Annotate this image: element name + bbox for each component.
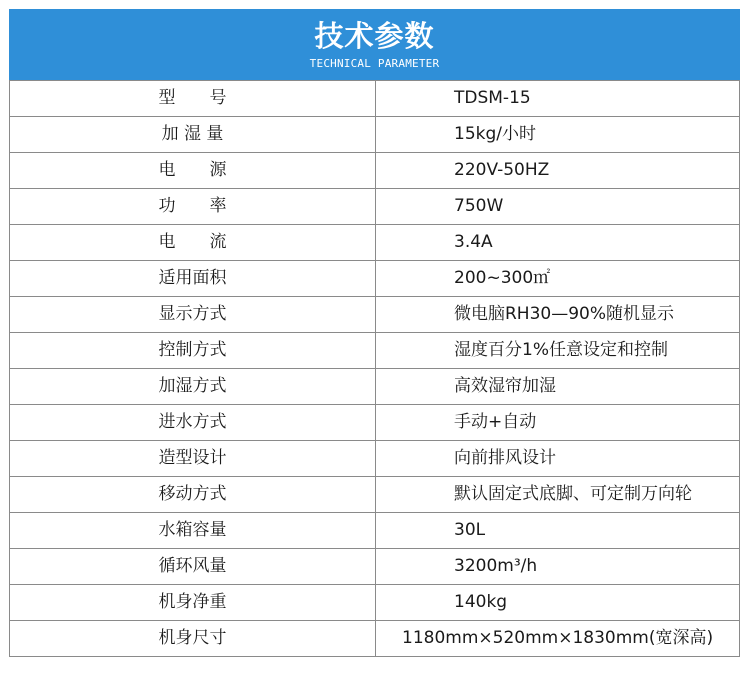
param-value: 750W <box>376 189 740 225</box>
param-label: 移动方式 <box>10 477 376 513</box>
param-value: 湿度百分1%任意设定和控制 <box>376 333 740 369</box>
param-label: 循环风量 <box>10 549 376 585</box>
header-banner <box>9 9 740 80</box>
param-label: 显示方式 <box>10 297 376 333</box>
table-row <box>10 297 740 333</box>
table-row <box>10 549 740 585</box>
param-value: 3200m³/h <box>376 549 740 585</box>
table-row <box>10 189 740 225</box>
table-row <box>10 369 740 405</box>
param-label: 机身尺寸 <box>10 621 376 657</box>
param-label: 机身净重 <box>10 585 376 621</box>
table-row <box>10 153 740 189</box>
parameter-table <box>9 80 740 657</box>
page-subtitle: TECHNICAL PARAMETER <box>309 57 440 70</box>
table-row <box>10 441 740 477</box>
param-value: 微电脑RH30—90%随机显示 <box>376 297 740 333</box>
table-row <box>10 405 740 441</box>
param-label: 进水方式 <box>10 405 376 441</box>
param-value: 1180mm×520mm×1830mm(宽深高) <box>376 621 740 657</box>
table-row <box>10 81 740 117</box>
table-row <box>10 261 740 297</box>
param-label: 水箱容量 <box>10 513 376 549</box>
param-label: 加 湿 量 <box>10 117 376 153</box>
param-value: 3.4A <box>376 225 740 261</box>
param-label: 加湿方式 <box>10 369 376 405</box>
param-value: 默认固定式底脚、可定制万向轮 <box>376 477 740 513</box>
param-label: 造型设计 <box>10 441 376 477</box>
param-value: 220V-50HZ <box>376 153 740 189</box>
param-value: 向前排风设计 <box>376 441 740 477</box>
table-row <box>10 477 740 513</box>
param-label: 电 源 <box>10 153 376 189</box>
param-label: 功 率 <box>10 189 376 225</box>
table-row <box>10 333 740 369</box>
table-row <box>10 513 740 549</box>
param-label: 型 号 <box>10 81 376 117</box>
table-row <box>10 117 740 153</box>
param-value: 200~300㎡ <box>376 261 740 297</box>
param-label: 控制方式 <box>10 333 376 369</box>
page-title: 技术参数 <box>314 19 435 53</box>
table-row <box>10 225 740 261</box>
param-value: 140kg <box>376 585 740 621</box>
param-label: 电 流 <box>10 225 376 261</box>
table-row <box>10 621 740 657</box>
param-value: 手动+自动 <box>376 405 740 441</box>
param-value: 高效湿帘加湿 <box>376 369 740 405</box>
param-value: 30L <box>376 513 740 549</box>
param-label: 适用面积 <box>10 261 376 297</box>
param-value: 15kg/小时 <box>376 117 740 153</box>
table-row <box>10 585 740 621</box>
param-value: TDSM-15 <box>376 81 740 117</box>
